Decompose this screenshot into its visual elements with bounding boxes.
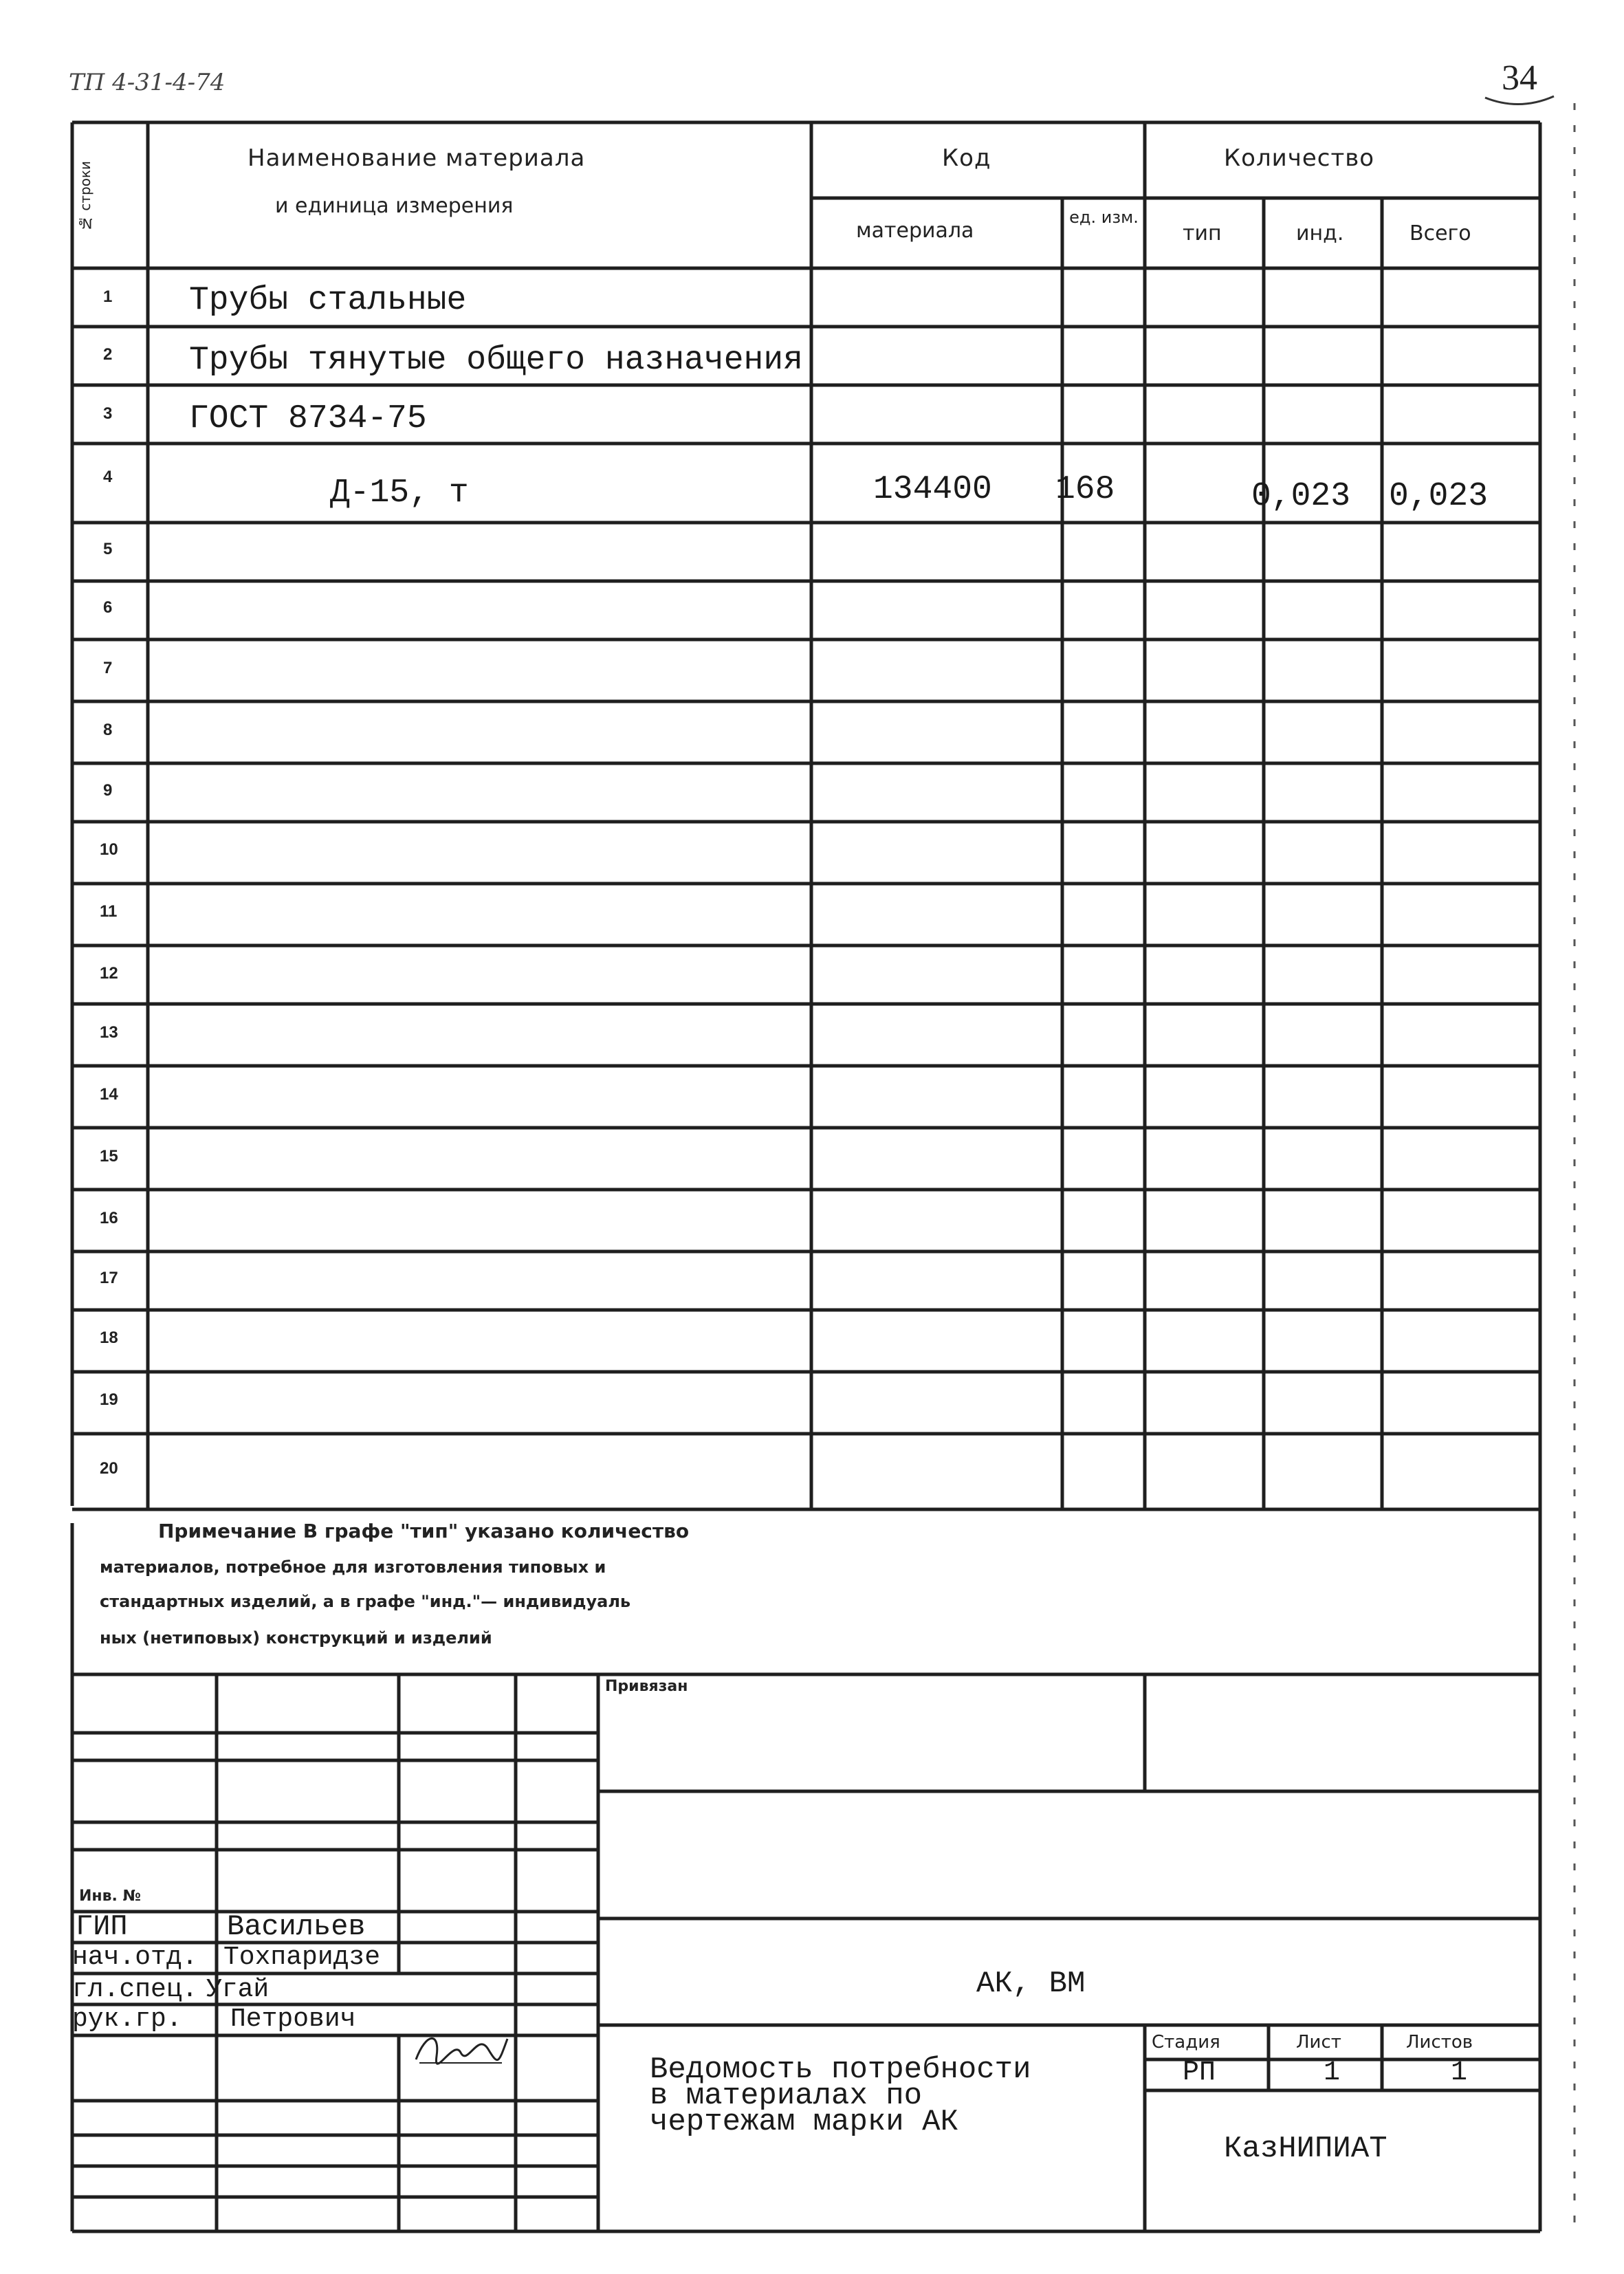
row-number: 12 <box>100 964 118 983</box>
name-header-line2: и единица измерения <box>275 194 514 218</box>
row-number-header: № строки <box>77 160 94 232</box>
material-name-cell: ГОСТ 8734-75 <box>189 400 427 437</box>
row-number: 3 <box>103 404 113 423</box>
material-name-cell: Трубы стальные <box>189 282 467 319</box>
row-number: 6 <box>103 598 113 617</box>
sheet-label: Лист <box>1296 2032 1341 2053</box>
person-name: Петрович <box>230 2004 356 2034</box>
person-name: Угай <box>206 1975 270 2004</box>
note-line: стандартных изделий, а в графе "инд."— индивидуаль <box>100 1592 631 1611</box>
qty-type-header: тип <box>1183 221 1222 245</box>
page-number: 34 <box>1502 58 1537 98</box>
note-line: Примечание В графе "тип" указано количество <box>158 1520 690 1542</box>
row-number: 2 <box>103 345 113 364</box>
document-title-line: чертежам марки АК <box>650 2105 958 2139</box>
material-name-cell: Д-15, т <box>330 474 469 512</box>
sheet-value: 1 <box>1324 2057 1341 2088</box>
unit-code-cell: 168 <box>1055 471 1115 508</box>
person-name: Тохпаридзе <box>223 1943 381 1972</box>
qty-ind-cell: 0,023 <box>1251 478 1351 515</box>
role-label: нач.отд. <box>72 1943 198 1972</box>
document-title-line: в материалах по <box>650 2079 923 2113</box>
stage-value: РП <box>1183 2057 1216 2088</box>
qty-ind-header: инд. <box>1296 221 1344 245</box>
material-name-cell: Трубы тянутые общего назначения <box>189 342 803 379</box>
sheets-label: Листов <box>1406 2032 1473 2053</box>
sheets-value: 1 <box>1451 2057 1468 2088</box>
organization-name: КазНИПИАТ <box>1224 2132 1387 2166</box>
quantity-header: Количество <box>1224 144 1375 172</box>
row-number: 7 <box>103 659 113 677</box>
code-header: Код <box>942 144 991 172</box>
row-number: 13 <box>100 1023 118 1042</box>
document-title-line: Ведомость потребности <box>650 2053 1031 2087</box>
note-line: ных (нетиповых) конструкций и изделий <box>100 1628 492 1648</box>
row-number: 16 <box>100 1209 118 1227</box>
code-material-header: материала <box>856 219 974 243</box>
role-label: ГИП <box>76 1910 128 1943</box>
role-label: гл.спец. <box>72 1975 198 2004</box>
inventory-number-label: Инв. № <box>79 1888 142 1905</box>
project-code: АК, ВМ <box>976 1967 1086 2001</box>
row-number: 14 <box>100 1085 118 1104</box>
header-stamp: ТП 4-31-4-74 <box>69 69 226 96</box>
row-number: 19 <box>100 1390 118 1409</box>
stage-label: Стадия <box>1152 2032 1220 2053</box>
row-number: 8 <box>103 721 113 739</box>
name-header-line1: Наименование материала <box>248 144 586 172</box>
privyazan-label: Привязан <box>605 1678 688 1695</box>
role-label: рук.гр. <box>72 2004 182 2034</box>
row-number: 10 <box>100 840 118 859</box>
note-line: материалов, потребное для изготовления типовых и <box>100 1557 606 1577</box>
code-unit-header: ед. изм. <box>1069 208 1139 227</box>
row-number: 9 <box>103 781 113 800</box>
qty-total-cell: 0,023 <box>1389 478 1489 515</box>
person-name: Васильев <box>227 1910 366 1943</box>
row-number: 11 <box>100 902 118 921</box>
qty-total-header: Всего <box>1409 221 1471 245</box>
row-number: 20 <box>100 1459 118 1478</box>
row-number: 18 <box>100 1329 118 1347</box>
row-number: 17 <box>100 1269 118 1287</box>
material-code-cell: 134400 <box>873 471 992 508</box>
row-number: 1 <box>103 287 113 306</box>
row-number: 15 <box>100 1147 118 1166</box>
signature <box>413 2025 509 2073</box>
row-number: 5 <box>103 540 113 558</box>
row-number: 4 <box>103 468 113 486</box>
